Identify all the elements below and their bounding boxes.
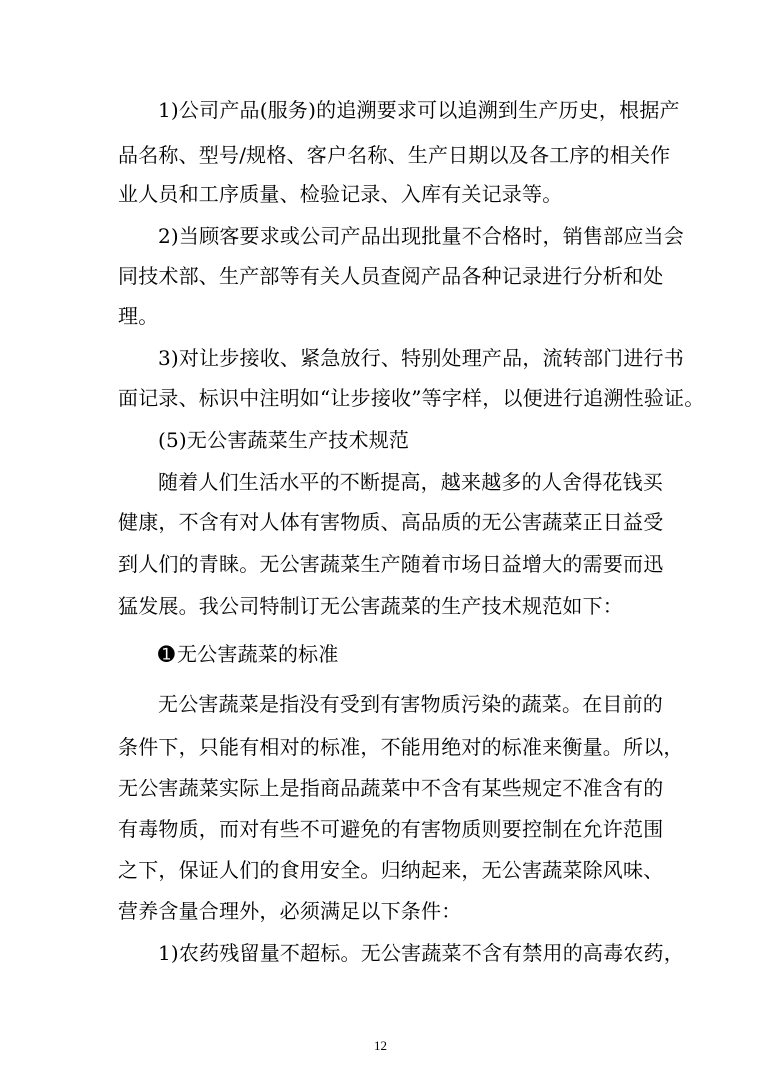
paragraph-line: 1)公司产品(服务)的追溯要求可以追溯到生产历史，根据产	[158, 98, 680, 122]
paragraph-line: 猛发展。我公司特制订无公害蔬菜的生产技术规范如下：	[118, 594, 623, 618]
paragraph-line: 2)当顾客要求或公司产品出现批量不合格时，销售部应当会	[158, 224, 684, 248]
paragraph-line: 面记录、标识中注明如“让步接收”等字样，以便进行追溯性验证。	[118, 386, 705, 410]
paragraph-line: 业人员和工序质量、检验记录、入库有关记录等。	[118, 182, 563, 206]
paragraph-line: 3)对让步接收、紧急放行、特别处理产品，流转部门进行书	[158, 346, 684, 370]
page-number: 12	[374, 1038, 387, 1053]
paragraph-line: 条件下，只能有相对的标准，不能用绝对的标准来衡量。所以，	[118, 735, 684, 759]
paragraph-line: 同技术部、生产部等有关人员查阅产品各种记录进行分析和处	[118, 264, 664, 288]
section-heading: (5)无公害蔬菜生产技术规范	[158, 428, 410, 452]
paragraph-line: 无公害蔬菜实际上是指商品蔬菜中不含有某些规定不准含有的	[118, 776, 664, 800]
paragraph-line: 到人们的青睐。无公害蔬菜生产随着市场日益增大的需要而迅	[118, 552, 664, 576]
paragraph-line: 品名称、型号/规格、客户名称、生产日期以及各工序的相关作	[118, 143, 671, 167]
paragraph-line: 理。	[118, 304, 159, 328]
paragraph-line: 随着人们生活水平的不断提高，越来越多的人舍得花钱买	[158, 470, 663, 494]
paragraph-line: 无公害蔬菜是指没有受到有害物质污染的蔬菜。在目前的	[158, 692, 663, 716]
paragraph-line: 健康，不含有对人体有害物质、高品质的无公害蔬菜正日益受	[118, 510, 664, 534]
subsection-heading-text: 无公害蔬菜的标准	[176, 642, 339, 666]
paragraph-line: 营养含量合理外，必须满足以下条件：	[118, 899, 462, 923]
paragraph-line: 有毒物质，而对有些不可避免的有害物质则要控制在允许范围	[118, 817, 664, 841]
paragraph-line: 1)农药残留量不超标。无公害蔬菜不含有禁用的高毒农药，	[158, 941, 684, 965]
subsection-heading	[0, 640, 761, 668]
circled-number-one-icon: ➊	[158, 642, 175, 666]
paragraph-line: 之下，保证人们的食用安全。归纳起来，无公害蔬菜除风味、	[118, 858, 664, 882]
